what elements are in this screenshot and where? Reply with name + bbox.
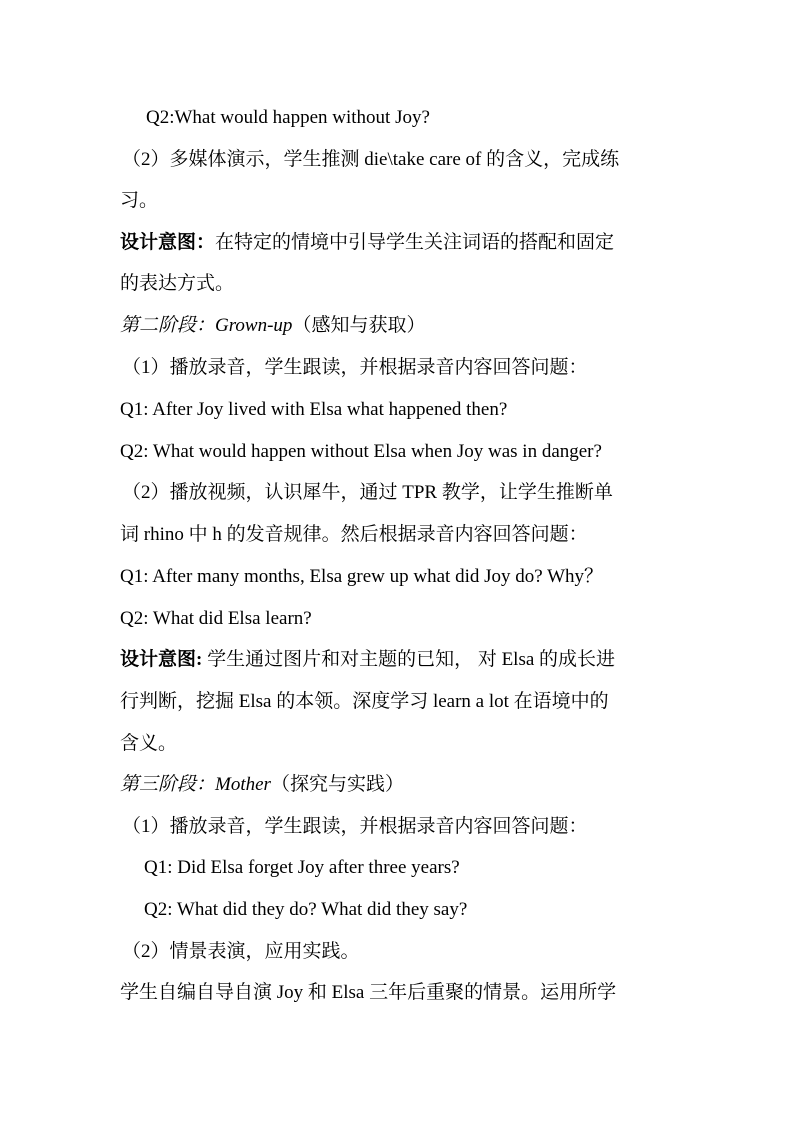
line-text: Q2: What did Elsa learn? (120, 608, 312, 629)
line-text: （1）播放录音，学生跟读，并根据录音内容回答问题： (122, 816, 588, 837)
line-text: （2）情景表演，应用实践。 (122, 941, 360, 962)
line-text: 学生通过图片和对主题的已知， 对 Elsa 的成长进 (207, 649, 616, 670)
line-text: Q2: What did they do? What did they say? (144, 899, 468, 920)
line-text: 学生自编自导自演 Joy 和 Elsa 三年后重聚的情景。运用所学 (120, 982, 617, 1003)
line-text: 词 rhino 中 h 的发音规律。然后根据录音内容回答问题： (120, 524, 588, 545)
stage-subtitle: （探究与实践） (270, 774, 404, 795)
stage-title: Mother (215, 774, 271, 795)
line-text: 的表达方式。 (120, 273, 235, 294)
line-text: Q1: After Joy lived with Elsa what happened then? (120, 399, 508, 420)
line-text: （1）播放录音，学生跟读，并根据录音内容回答问题： (122, 357, 588, 378)
stage-2-heading (120, 314, 425, 338)
line-text: Q1: After many months, Elsa grew up what did Joy do? Why？ (120, 566, 604, 587)
question-q2-danger (120, 440, 602, 464)
line-text: Q1: Did Elsa forget Joy after three years? (144, 857, 460, 878)
step-video-cont (120, 523, 588, 547)
role-play-description (120, 981, 616, 1005)
design-intent-2-cont (120, 690, 609, 714)
step-listen-1 (122, 356, 588, 380)
line-text: 在特定的情境中引导学生关注词语的搭配和固定 (215, 232, 615, 253)
line-text: 含义。 (120, 733, 178, 754)
design-intent-2-end (120, 732, 177, 756)
stage-title: Grown-up (215, 315, 293, 336)
line-text: 行判断，挖掘 Elsa 的本领。深度学习 learn a lot 在语境中的 (120, 691, 609, 712)
line-text: 习。 (120, 190, 159, 211)
stage-label: 第二阶段： (120, 315, 216, 336)
question-q2-say (144, 898, 467, 922)
line-text: Q2:What would happen without Joy? (146, 107, 430, 128)
question-q2-joy (146, 106, 430, 130)
line-text: （2）多媒体演示，学生推测 die\take care of 的含义，完成练 (122, 149, 620, 170)
step-listen-2 (122, 815, 588, 839)
step-role-play (122, 940, 360, 964)
question-q1-forget (144, 856, 460, 880)
design-intent-label: 设计意图： (120, 232, 216, 253)
design-intent-label: 设计意图: (120, 649, 203, 670)
line-text: （2）播放视频，认识犀牛，通过 TPR 教学，让学生推断单 (122, 482, 613, 503)
step-multimedia (122, 148, 619, 172)
stage-label: 第三阶段： (120, 774, 216, 795)
stage-3-heading (120, 773, 404, 797)
line-text: Q2: What would happen without Elsa when Joy was in danger? (120, 441, 602, 462)
question-q1-after-joy (120, 398, 507, 422)
design-intent-1-cont (120, 272, 234, 296)
design-intent-2 (120, 648, 615, 672)
design-intent-1 (120, 231, 614, 255)
stage-subtitle: （感知与获取） (292, 315, 426, 336)
step-video (122, 481, 613, 505)
question-q2-learn (120, 607, 312, 631)
step-multimedia-cont (120, 189, 158, 213)
question-q1-grew-up (120, 565, 603, 589)
